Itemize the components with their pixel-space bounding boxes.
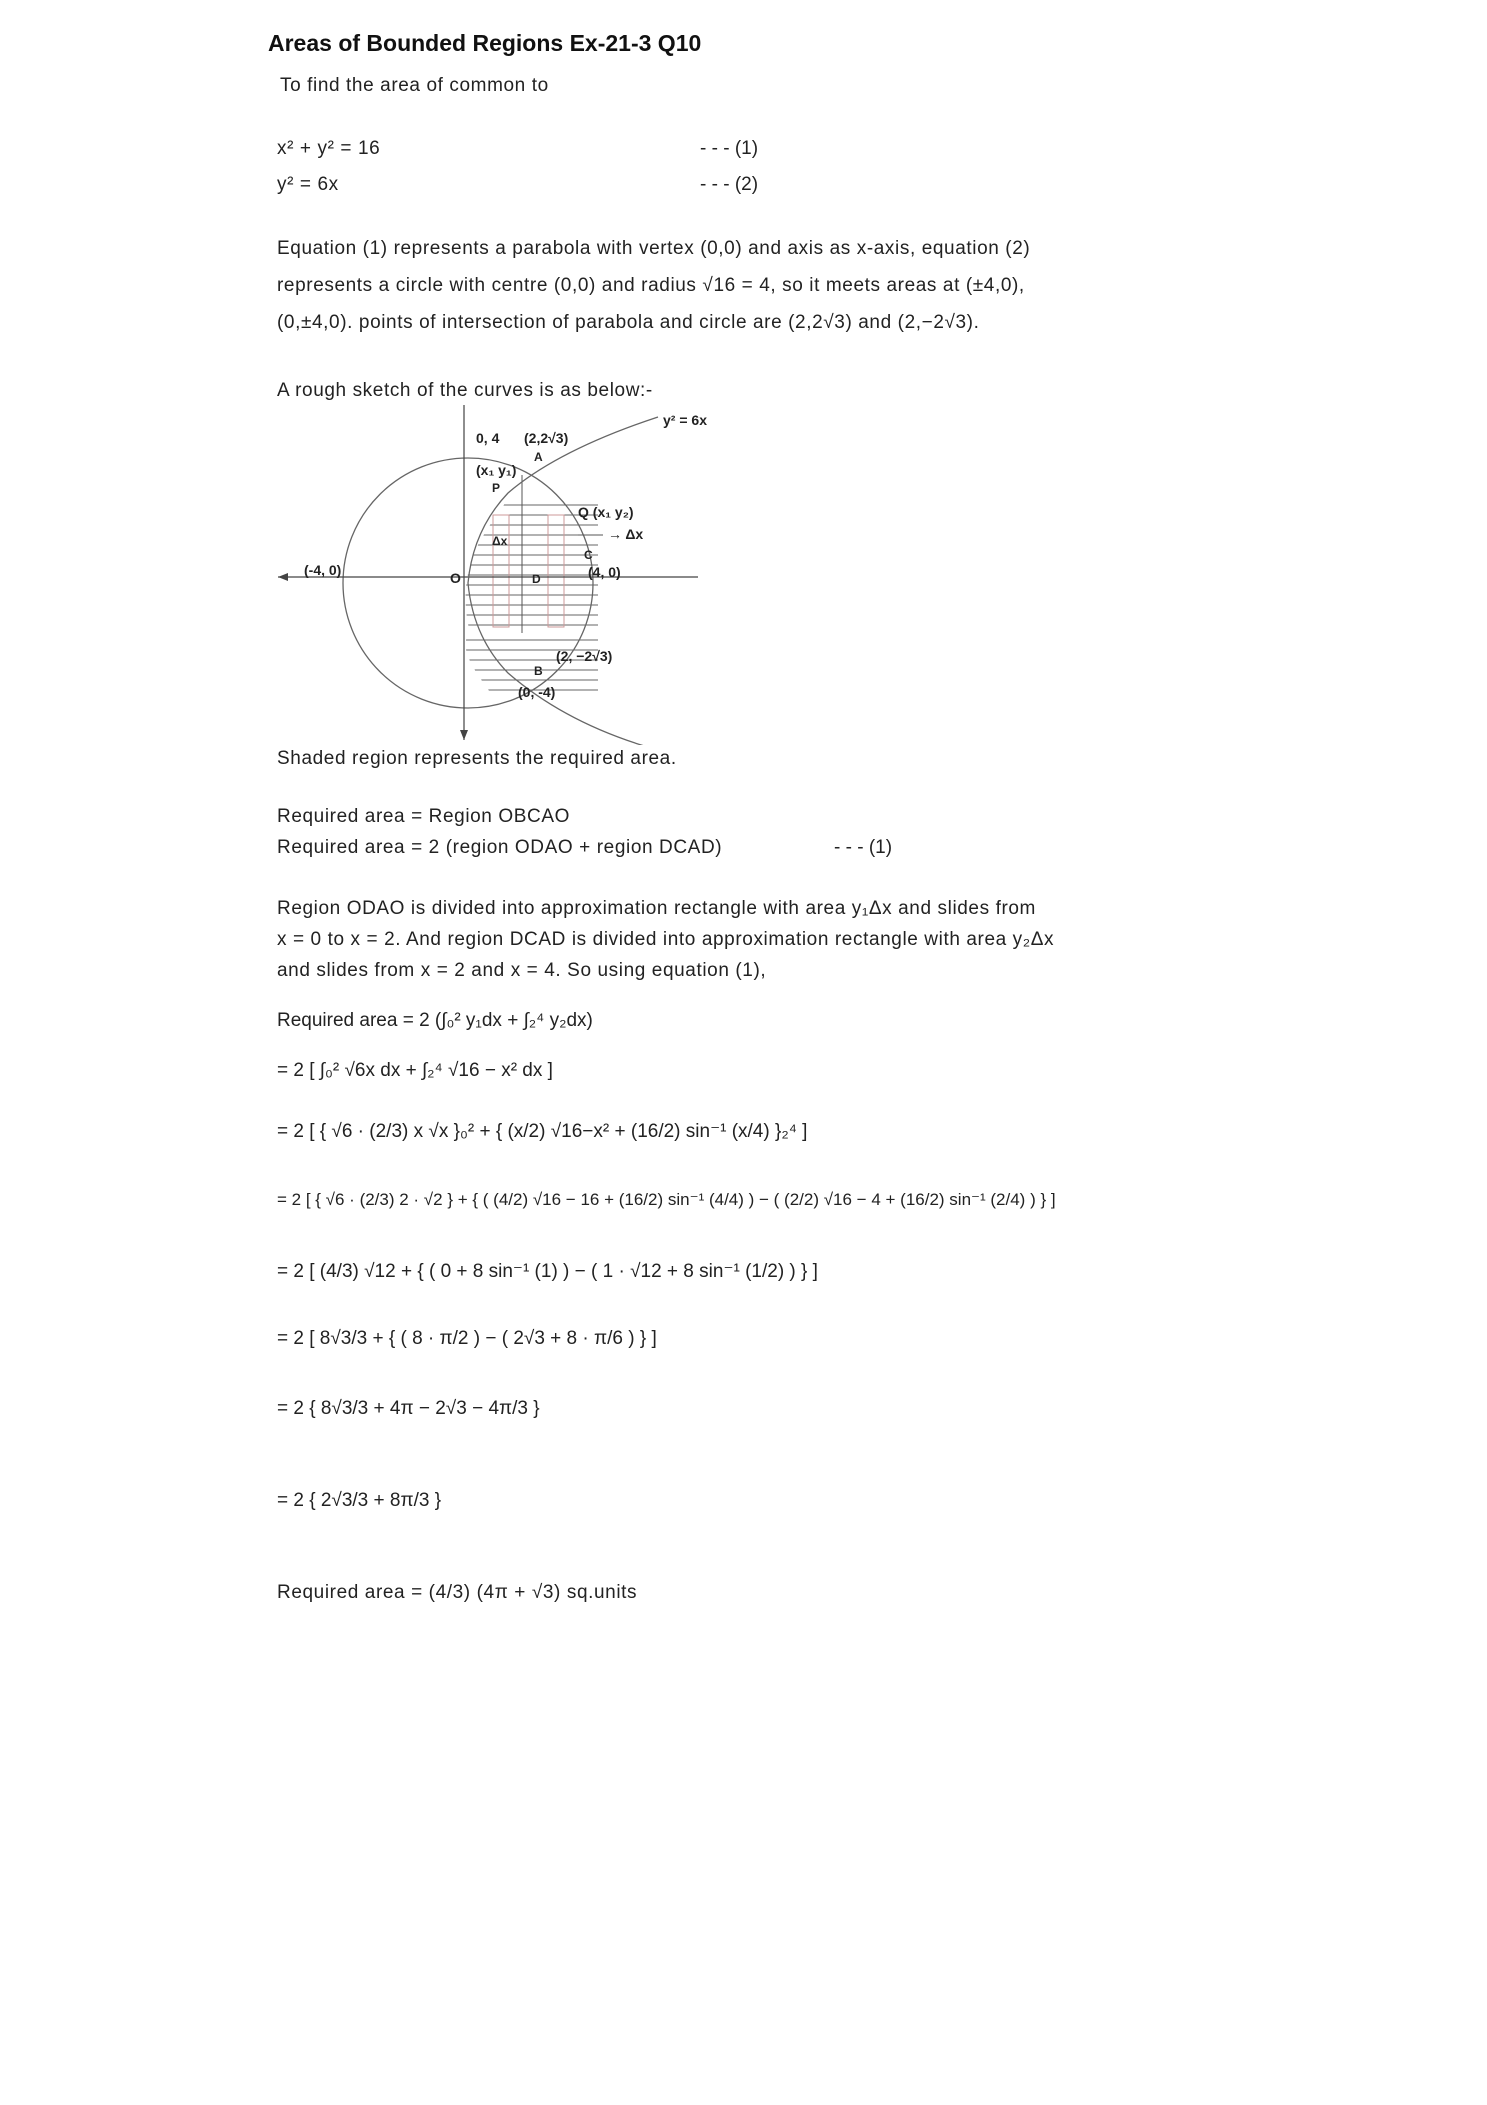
- label-left: (-4, 0): [304, 562, 342, 578]
- required-line-2: Required area = 2 (region ODAO + region DCAD): [277, 837, 723, 858]
- label-B: B: [534, 664, 543, 678]
- para1-line-1: Equation (1) represents a parabola with vertex (0,0) and axis as x-axis, equation (2): [277, 238, 1031, 259]
- label-D: D: [532, 572, 541, 586]
- step-3: = 2 [ { √6 · (2/3) x √x }₀² + { (x/2) √16−x² + (16/2) sin⁻¹ (x/4) }₂⁴ ]: [277, 1121, 808, 1142]
- para1-line-3: (0,±4,0). points of intersection of parabola and circle are (2,2√3) and (2,−2√3).: [277, 312, 980, 333]
- label-C: C: [584, 548, 593, 562]
- required-line-2-ref: - - - (1): [834, 837, 893, 858]
- shaded-text: Shaded region represents the required area.: [277, 748, 677, 769]
- label-right: (4, 0): [588, 564, 621, 580]
- para1-line-2: represents a circle with centre (0,0) and radius √16 = 4, so it meets areas at (±4,0),: [277, 275, 1025, 296]
- equation-2: y² = 6x: [277, 174, 339, 195]
- para2-line-1: Region ODAO is divided into approximation rectangle with area y₁Δx and slides from: [277, 898, 1036, 919]
- step-1: Required area = 2 (∫₀² y₁dx + ∫₂⁴ y₂dx): [277, 1010, 593, 1031]
- label-dx: Δx: [492, 534, 508, 548]
- label-parabola: y² = 6x: [663, 412, 707, 428]
- para2-line-2: x = 0 to x = 2. And region DCAD is divided into approximation rectangle with area y₂Δx: [277, 929, 1055, 950]
- step-6: = 2 [ 8√3/3 + { ( 8 · π/2 ) − ( 2√3 + 8 · π/6 ) } ]: [277, 1328, 657, 1349]
- label-bottom: (0, -4): [518, 684, 556, 700]
- required-line-1: Required area = Region OBCAO: [277, 806, 570, 827]
- step-4: = 2 [ { √6 · (2/3) 2 · √2 } + { ( (4/2) √16 − 16 + (16/2) sin⁻¹ (4/4) ) − ( (2/2) √16 − 4 + (16/2) sin⁻¹ (2/4) ) } ]: [277, 1190, 1056, 1209]
- label-B-coord: (2, −2√3): [556, 648, 613, 664]
- step-7: = 2 { 8√3/3 + 4π − 2√3 − 4π/3 }: [277, 1398, 540, 1419]
- label-A: A: [534, 450, 543, 464]
- equation-2-ref: - - - (2): [700, 174, 759, 195]
- equation-1: x² + y² = 16: [277, 138, 381, 159]
- label-O: O: [450, 570, 461, 586]
- label-P-coord: (x₁ y₁): [476, 462, 517, 478]
- label-top-point: 0, 4: [476, 430, 500, 446]
- label-dx-right: → Δx: [608, 526, 644, 542]
- page-title: Areas of Bounded Regions Ex-21-3 Q10: [268, 30, 702, 56]
- curves-sketch: [278, 405, 738, 745]
- step-8: = 2 { 2√3/3 + 8π/3 }: [277, 1490, 442, 1511]
- step-2: = 2 [ ∫₀² √6x dx + ∫₂⁴ √16 − x² dx ]: [277, 1060, 553, 1081]
- label-P: P: [492, 481, 501, 495]
- para2-line-3: and slides from x = 2 and x = 4. So using equation (1),: [277, 960, 767, 981]
- label-A-coord: (2,2√3): [524, 430, 569, 446]
- equation-1-ref: - - - (1): [700, 138, 759, 159]
- step-5: = 2 [ (4/3) √12 + { ( 0 + 8 sin⁻¹ (1) ) − ( 1 · √12 + 8 sin⁻¹ (1/2) ) } ]: [277, 1261, 818, 1282]
- label-Q: Q (x₁ y₂): [578, 504, 634, 520]
- sketch-caption: A rough sketch of the curves is as below:-: [277, 380, 653, 401]
- intro-text: To find the area of common to: [280, 75, 549, 96]
- final-answer: Required area = (4/3) (4π + √3) sq.units: [277, 1582, 638, 1603]
